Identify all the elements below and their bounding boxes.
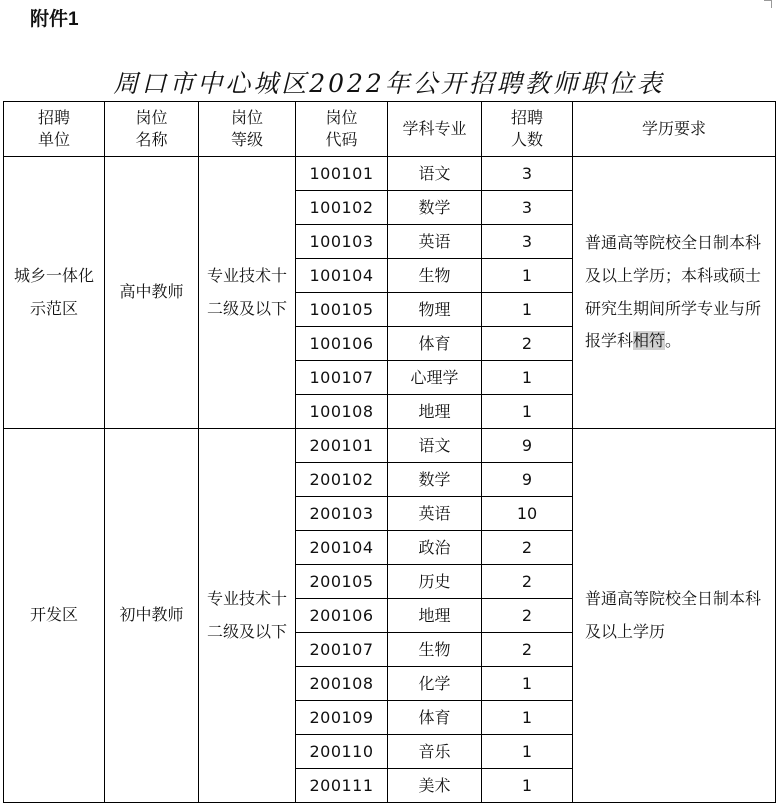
cell-subject: 生物	[388, 259, 482, 293]
cell-code: 200107	[296, 633, 388, 667]
header-subject: 学科专业	[388, 102, 482, 157]
cell-count: 1	[482, 667, 573, 701]
cell-count: 9	[482, 463, 573, 497]
cell-code: 200106	[296, 599, 388, 633]
cell-subject: 数学	[388, 463, 482, 497]
education-text-tail: 。	[665, 331, 682, 351]
cell-subject: 语文	[388, 429, 482, 463]
cell-code: 100101	[296, 157, 388, 191]
cell-code: 200104	[296, 531, 388, 565]
cell-subject: 化学	[388, 667, 482, 701]
cell-subject: 美术	[388, 769, 482, 803]
cell-subject: 英语	[388, 497, 482, 531]
header-count: 招聘 人数	[482, 102, 573, 157]
cell-code: 100104	[296, 259, 388, 293]
cell-subject: 数学	[388, 191, 482, 225]
header-row	[4, 102, 776, 157]
cell-education-requirement	[573, 429, 776, 803]
cell-count: 10	[482, 497, 573, 531]
cell-subject: 体育	[388, 327, 482, 361]
cell-subject: 音乐	[388, 735, 482, 769]
cell-count: 2	[482, 531, 573, 565]
education-text: 普通高等院校全日制本科及以上学历；本科或硕士研究生期间所学专业与所报学科	[585, 232, 762, 351]
cell-unit: 城乡一体化示范区	[4, 157, 105, 429]
cell-count: 3	[482, 225, 573, 259]
cell-code: 100108	[296, 395, 388, 429]
cell-subject: 体育	[388, 701, 482, 735]
education-text: 普通高等院校全日制本科及以上学历	[585, 588, 762, 641]
cell-education-requirement	[573, 157, 776, 429]
cell-count: 1	[482, 701, 573, 735]
cell-position-level: 专业技术十二级及以下	[199, 429, 296, 803]
cell-count: 1	[482, 361, 573, 395]
header-name: 岗位 名称	[105, 102, 199, 157]
cell-count: 3	[482, 157, 573, 191]
cell-count: 2	[482, 599, 573, 633]
header-unit: 招聘 单位	[4, 102, 105, 157]
education-text-highlight: 相符	[633, 331, 666, 351]
position-table	[3, 101, 776, 803]
cell-count: 1	[482, 769, 573, 803]
cell-subject: 英语	[388, 225, 482, 259]
table-row	[4, 429, 776, 463]
attachment-label: 附件1	[30, 9, 79, 30]
cell-code: 100106	[296, 327, 388, 361]
cell-code: 100105	[296, 293, 388, 327]
cell-subject: 物理	[388, 293, 482, 327]
header-education: 学历要求	[573, 102, 776, 157]
cell-position-name: 初中教师	[105, 429, 199, 803]
cell-code: 200110	[296, 735, 388, 769]
document-title: 周口市中心城区2022年公开招聘教师职位表	[113, 69, 665, 98]
page-corner-mark	[764, 0, 772, 8]
cell-count: 1	[482, 395, 573, 429]
table-row	[4, 157, 776, 191]
cell-count: 9	[482, 429, 573, 463]
cell-count: 3	[482, 191, 573, 225]
cell-code: 200108	[296, 667, 388, 701]
cell-code: 200109	[296, 701, 388, 735]
cell-position-level: 专业技术十二级及以下	[199, 157, 296, 429]
cell-subject: 生物	[388, 633, 482, 667]
cell-subject: 政治	[388, 531, 482, 565]
cell-count: 2	[482, 327, 573, 361]
cell-code: 100102	[296, 191, 388, 225]
cell-count: 2	[482, 633, 573, 667]
cell-code: 200103	[296, 497, 388, 531]
cell-count: 2	[482, 565, 573, 599]
cell-subject: 语文	[388, 157, 482, 191]
cell-code: 200102	[296, 463, 388, 497]
header-code: 岗位 代码	[296, 102, 388, 157]
cell-code: 200105	[296, 565, 388, 599]
cell-unit: 开发区	[4, 429, 105, 803]
cell-code: 100103	[296, 225, 388, 259]
cell-position-name: 高中教师	[105, 157, 199, 429]
cell-subject: 历史	[388, 565, 482, 599]
cell-code: 200111	[296, 769, 388, 803]
cell-count: 1	[482, 735, 573, 769]
table-body	[4, 102, 776, 803]
cell-subject: 地理	[388, 599, 482, 633]
cell-code: 100107	[296, 361, 388, 395]
cell-count: 1	[482, 293, 573, 327]
cell-subject: 心理学	[388, 361, 482, 395]
cell-code: 200101	[296, 429, 388, 463]
header-level: 岗位 等级	[199, 102, 296, 157]
cell-subject: 地理	[388, 395, 482, 429]
cell-count: 1	[482, 259, 573, 293]
